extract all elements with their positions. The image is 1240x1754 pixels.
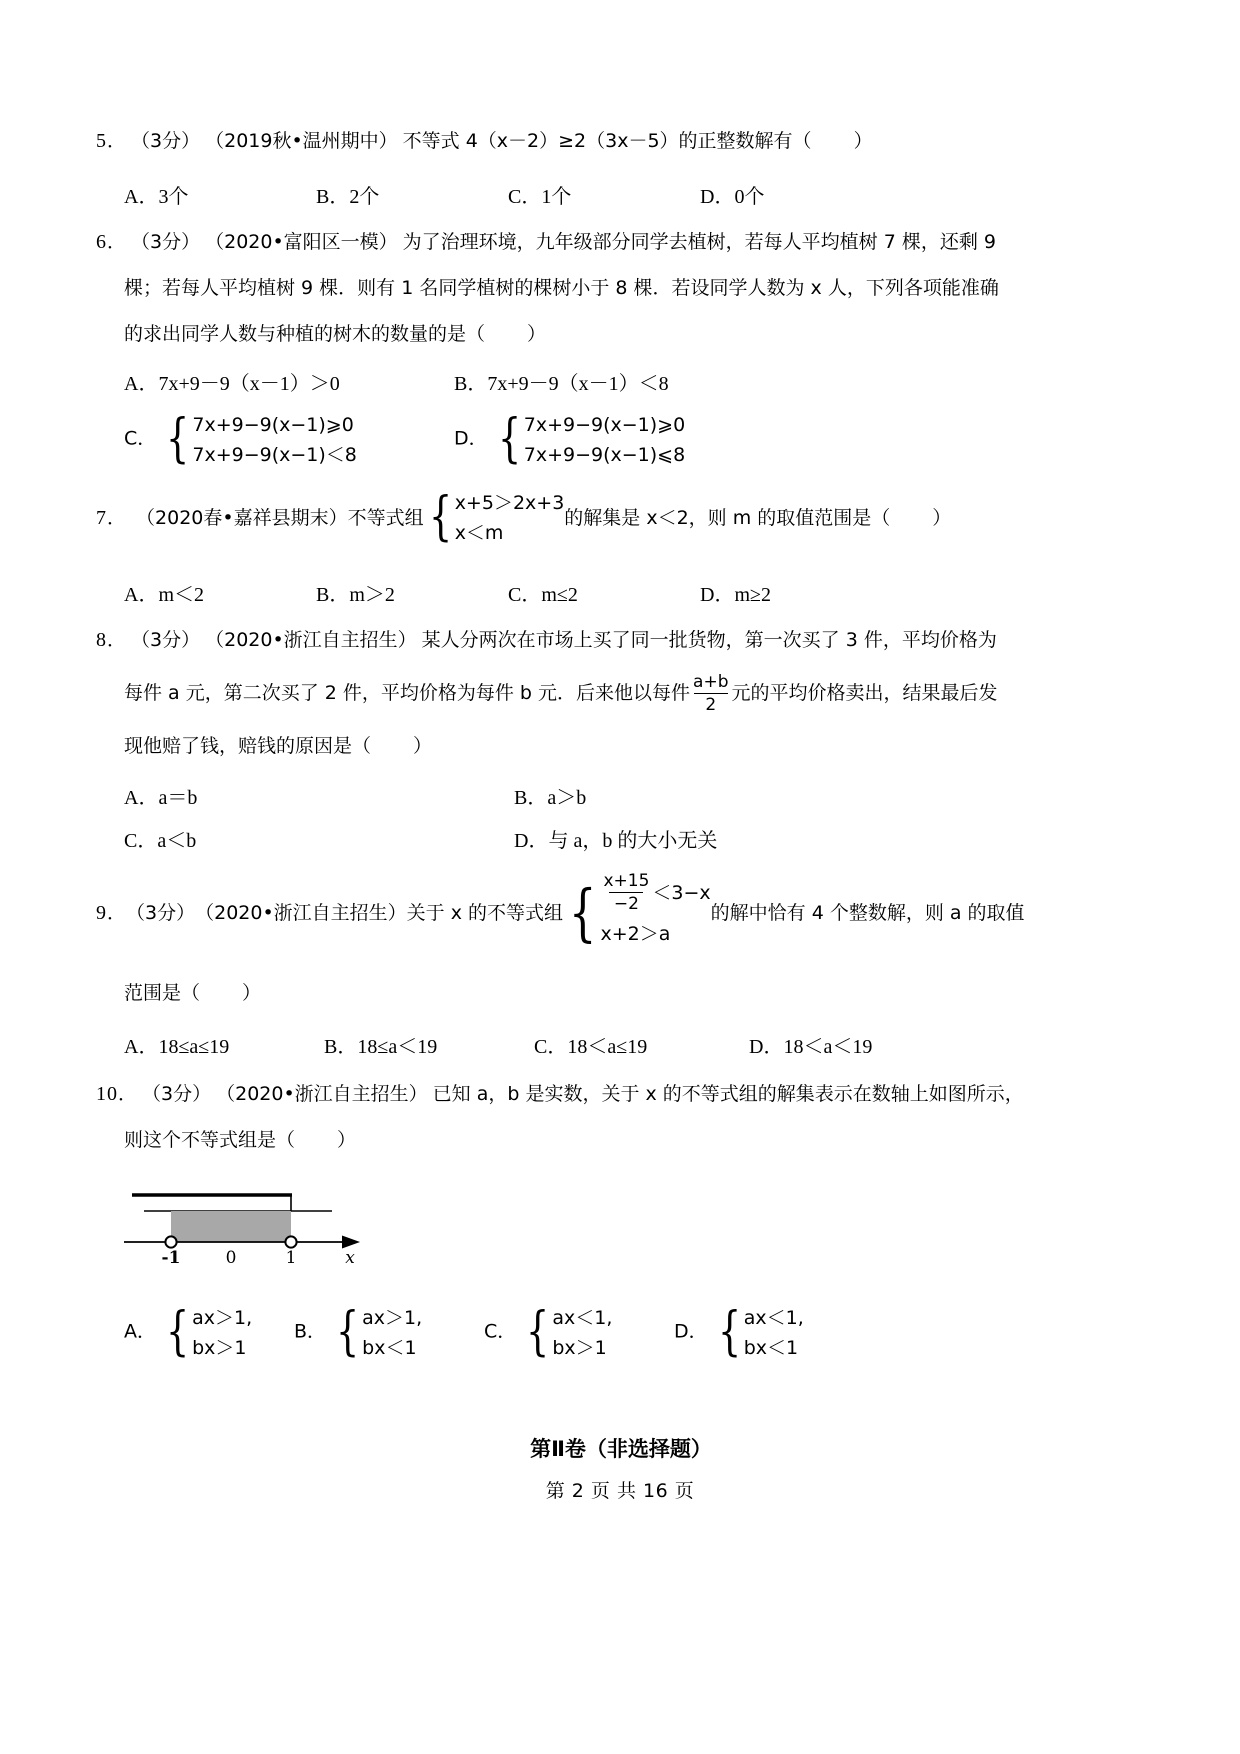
question-9-number: 9 bbox=[96, 901, 107, 924]
brace-icon: { bbox=[165, 1302, 190, 1363]
section-header: 第Ⅱ卷（非选择题） bbox=[530, 1437, 712, 1461]
question-7 bbox=[96, 488, 1146, 607]
question-9-options bbox=[96, 1030, 1146, 1059]
option-b[interactable]: B．7x+9－9（x－1）＜8 bbox=[454, 373, 669, 395]
option-c-row-1: 7x+9−9(x−1)⩾0 bbox=[192, 414, 354, 436]
question-8-stem-line-3: 现他赔了钱，赔钱的原因是（ ） bbox=[124, 735, 433, 757]
option-a-row-1: ax＞1, bbox=[192, 1307, 253, 1329]
question-8-text-2b: 元的平均价格卖出，结果最后发 bbox=[731, 682, 998, 704]
option-c-system bbox=[521, 1303, 612, 1363]
option-c-row-2: bx＞1 bbox=[552, 1337, 607, 1359]
option-a[interactable]: A．3个 bbox=[124, 186, 189, 208]
option-b-label: B． bbox=[294, 1320, 327, 1343]
question-5-points: （3分） bbox=[131, 130, 201, 152]
question-9-system bbox=[563, 871, 711, 954]
question-10-points: （3分） bbox=[142, 1083, 212, 1105]
axis-label-x: x bbox=[345, 1248, 355, 1266]
number-line-figure bbox=[96, 1181, 1146, 1271]
option-c[interactable]: C．1个 bbox=[508, 186, 572, 208]
question-8-number: 8 bbox=[96, 629, 107, 651]
question-9-row-1-tail: ＜3−x bbox=[652, 881, 711, 904]
open-endpoint-left bbox=[165, 1236, 176, 1247]
option-d[interactable] bbox=[454, 410, 685, 470]
question-7-system-row-2: x＜m bbox=[454, 522, 504, 544]
question-10-text-1: 已知 a，b 是实数，关于 x 的不等式组的解集表示在数轴上如图所示， bbox=[432, 1083, 1024, 1105]
question-9 bbox=[96, 871, 1146, 1059]
question-8-text-2a: 每件 a 元，第二次买了 2 件，平均价格为每件 b 元．后来他以每件 bbox=[124, 682, 691, 704]
question-6 bbox=[96, 219, 1146, 470]
fraction-a-plus-b-over-2 bbox=[693, 672, 728, 715]
question-9-points: （3分） bbox=[126, 901, 196, 924]
option-c-row-1: ax＜1, bbox=[552, 1307, 613, 1329]
question-9-tail: 的解中恰有 4 个整数解，则 a 的取值 bbox=[710, 901, 1025, 924]
option-a[interactable]: A．m＜2 bbox=[124, 584, 204, 606]
question-6-options-cd bbox=[96, 410, 1146, 470]
fraction-numerator: a+b bbox=[693, 671, 729, 692]
option-c-label: C． bbox=[484, 1320, 517, 1343]
option-c-label: C． bbox=[124, 427, 157, 450]
question-7-stem: 7 ． （2020春•嘉祥县期末） 不等式组 { x+5＞2x+3 x＜m 的解集是 x＜2，则 m 的取值范围是（ ） bbox=[96, 487, 952, 548]
question-8-source: （2020•浙江自主招生） bbox=[205, 629, 417, 651]
question-6-stem-line-1: 6． （3分） （2020•富阳区一模） 为了治理环境，九年级部分同学去植树，若每人平均植树 7 棵，还剩 9 bbox=[96, 231, 996, 253]
option-d[interactable]: D．与 a，b 的大小无关 bbox=[514, 830, 718, 852]
option-a[interactable]: A．a＝b bbox=[124, 787, 198, 809]
option-d[interactable] bbox=[674, 1303, 804, 1363]
brace-icon: { bbox=[717, 1302, 741, 1363]
question-9-lead: 关于 x 的不等式组 bbox=[406, 901, 563, 924]
fraction-x-plus-15-over-minus-2 bbox=[603, 871, 649, 914]
number-line-svg bbox=[114, 1181, 374, 1266]
brace-icon: { bbox=[166, 409, 190, 470]
question-6-stem-line-3: 的求出同学人数与种植的树木的数量的是（ ） bbox=[124, 323, 547, 345]
brace-icon: { bbox=[568, 875, 597, 949]
option-d-row-1: 7x+9−9(x−1)⩾0 bbox=[523, 414, 686, 436]
option-d-label: D． bbox=[454, 427, 488, 450]
option-d-row-2: bx＜1 bbox=[743, 1337, 799, 1359]
question-8-points: （3分） bbox=[131, 629, 201, 651]
question-8-options-row-2 bbox=[96, 824, 1146, 853]
question-6-source: （2020•富阳区一模） bbox=[205, 231, 398, 253]
question-9-system-row-2: x+2＞a bbox=[600, 923, 671, 945]
brace-icon: { bbox=[336, 1302, 360, 1363]
page-number-text: 第 2 页 共 16 页 bbox=[545, 1480, 695, 1502]
question-6-number: 6 bbox=[96, 231, 107, 253]
option-c[interactable]: C．18＜a≤19 bbox=[534, 1036, 648, 1058]
brace-icon: { bbox=[428, 487, 452, 548]
question-6-options-ab bbox=[96, 367, 1146, 396]
option-c[interactable]: C．m≤2 bbox=[508, 584, 578, 606]
option-d-row-2: 7x+9−9(x−1)⩽8 bbox=[523, 444, 686, 466]
option-a[interactable] bbox=[124, 1303, 294, 1363]
option-b[interactable] bbox=[294, 1303, 484, 1363]
option-b-row-2: bx＜1 bbox=[362, 1337, 417, 1359]
question-8-stem-line-2 bbox=[96, 663, 1146, 723]
option-d[interactable]: D．m≥2 bbox=[700, 584, 771, 606]
question-10-stem-line-2: 则这个不等式组是（ ） bbox=[124, 1129, 357, 1151]
question-7-number: 7 bbox=[96, 507, 107, 529]
question-6-text-1: 为了治理环境，九年级部分同学去植树，若每人平均植树 7 棵，还剩 9 bbox=[402, 231, 996, 253]
option-b-system bbox=[331, 1303, 422, 1363]
option-c[interactable]: C．a＜b bbox=[124, 830, 197, 852]
question-9-stem: 9 ． （3分） （2020•浙江自主招生） 关于 x 的不等式组 { $\frac{x+15}{-2}$ ＜3−x x+2＞a 的解中恰有 4 个整数解，则 a 的取值 bbox=[96, 871, 1146, 954]
option-d-row-1: ax＜1, bbox=[743, 1307, 804, 1329]
option-b[interactable]: B．2个 bbox=[316, 186, 380, 208]
option-b[interactable]: B．m＞2 bbox=[316, 584, 395, 606]
question-8 bbox=[96, 617, 1146, 853]
question-9-system-row-1 bbox=[600, 871, 710, 914]
option-c-system bbox=[161, 410, 357, 470]
brace-icon: { bbox=[497, 409, 521, 470]
page-footer bbox=[0, 1476, 1240, 1503]
question-9-stem-line-2: 范围是（ ） bbox=[124, 982, 262, 1004]
question-5-source: （2019秋•温州期中） bbox=[205, 130, 398, 152]
question-8-options-row-1 bbox=[96, 781, 1146, 810]
option-d-system bbox=[493, 410, 686, 470]
brace-icon: { bbox=[526, 1302, 550, 1363]
question-10-source: （2020•浙江自主招生） bbox=[216, 1083, 428, 1105]
question-9-source: （2020•浙江自主招生） bbox=[195, 901, 407, 924]
option-a[interactable]: A．18≤a≤19 bbox=[124, 1036, 230, 1058]
question-7-source: （2020春•嘉祥县期末） bbox=[136, 507, 348, 529]
option-b[interactable]: B．a＞b bbox=[514, 787, 587, 809]
option-d-label: D． bbox=[674, 1320, 708, 1343]
option-b[interactable]: B．18≤a＜19 bbox=[324, 1036, 438, 1058]
question-5-stem: 5． （3分） （2019秋•温州期中） 不等式 4（x－2）≥2（3x－5）的正整数解有（ ） bbox=[96, 130, 873, 152]
option-a-label: A． bbox=[124, 1320, 156, 1343]
question-7-system bbox=[424, 488, 565, 548]
question-5-options bbox=[96, 180, 1146, 209]
question-6-points: （3分） bbox=[131, 231, 201, 253]
tick-label-0: 0 bbox=[225, 1248, 237, 1266]
axis-arrow-icon bbox=[342, 1236, 360, 1249]
option-a-row-2: bx＞1 bbox=[192, 1337, 247, 1359]
question-10-stem-line-1: 10． （3分） （2020•浙江自主招生） 已知 a，b 是实数，关于 x 的不等式组的解集表示在数轴上如图所示， bbox=[96, 1083, 1024, 1105]
question-6-stem-line-2: 棵；若每人平均植树 9 棵．则有 1 名同学植树的棵树小于 8 棵．若设同学人数为 x 人，下列各项能准确 bbox=[124, 277, 999, 299]
question-10 bbox=[96, 1071, 1146, 1363]
option-d-system bbox=[713, 1303, 804, 1363]
question-7-lead: 不等式组 bbox=[347, 507, 424, 529]
fraction-numerator: x+15 bbox=[603, 871, 650, 891]
question-8-text-1: 某人分两次在市场上买了同一批货物，第一次买了 3 件，平均价格为 bbox=[421, 629, 997, 651]
question-10-number: 10 bbox=[96, 1083, 118, 1105]
option-c-row-2: 7x+9−9(x−1)＜8 bbox=[192, 444, 357, 466]
option-c[interactable] bbox=[484, 1303, 674, 1363]
question-5 bbox=[96, 118, 1146, 209]
option-a[interactable]: A．7x+9－9（x－1）＞0 bbox=[124, 373, 340, 395]
option-b-row-1: ax＞1, bbox=[362, 1307, 423, 1329]
page-content bbox=[96, 118, 1146, 1463]
open-endpoint-right bbox=[285, 1236, 296, 1247]
question-8-stem-line-1: 8． （3分） （2020•浙江自主招生） 某人分两次在市场上买了同一批货物，第一次买了 3 件，平均价格为 bbox=[96, 629, 997, 651]
question-5-stem-text: 不等式 4（x－2）≥2（3x－5）的正整数解有（ bbox=[402, 130, 812, 152]
option-c[interactable] bbox=[124, 410, 454, 470]
question-5-number: 5 bbox=[96, 130, 107, 152]
option-d[interactable]: D．0个 bbox=[700, 186, 765, 208]
fraction-denominator: −2 bbox=[609, 892, 643, 914]
tick-label-minus-1: -1 bbox=[161, 1248, 181, 1266]
tick-label-1: 1 bbox=[285, 1248, 297, 1266]
shaded-region bbox=[171, 1211, 291, 1242]
fraction-denominator: 2 bbox=[694, 693, 728, 715]
question-7-tail: 的解集是 x＜2，则 m 的取值范围是（ bbox=[564, 507, 891, 529]
option-a-system bbox=[161, 1303, 252, 1363]
question-7-options bbox=[96, 578, 1146, 607]
option-d[interactable]: D．18＜a＜19 bbox=[749, 1036, 873, 1058]
question-10-options bbox=[96, 1303, 1146, 1363]
question-7-system-row-1: x+5＞2x+3 bbox=[454, 492, 565, 514]
